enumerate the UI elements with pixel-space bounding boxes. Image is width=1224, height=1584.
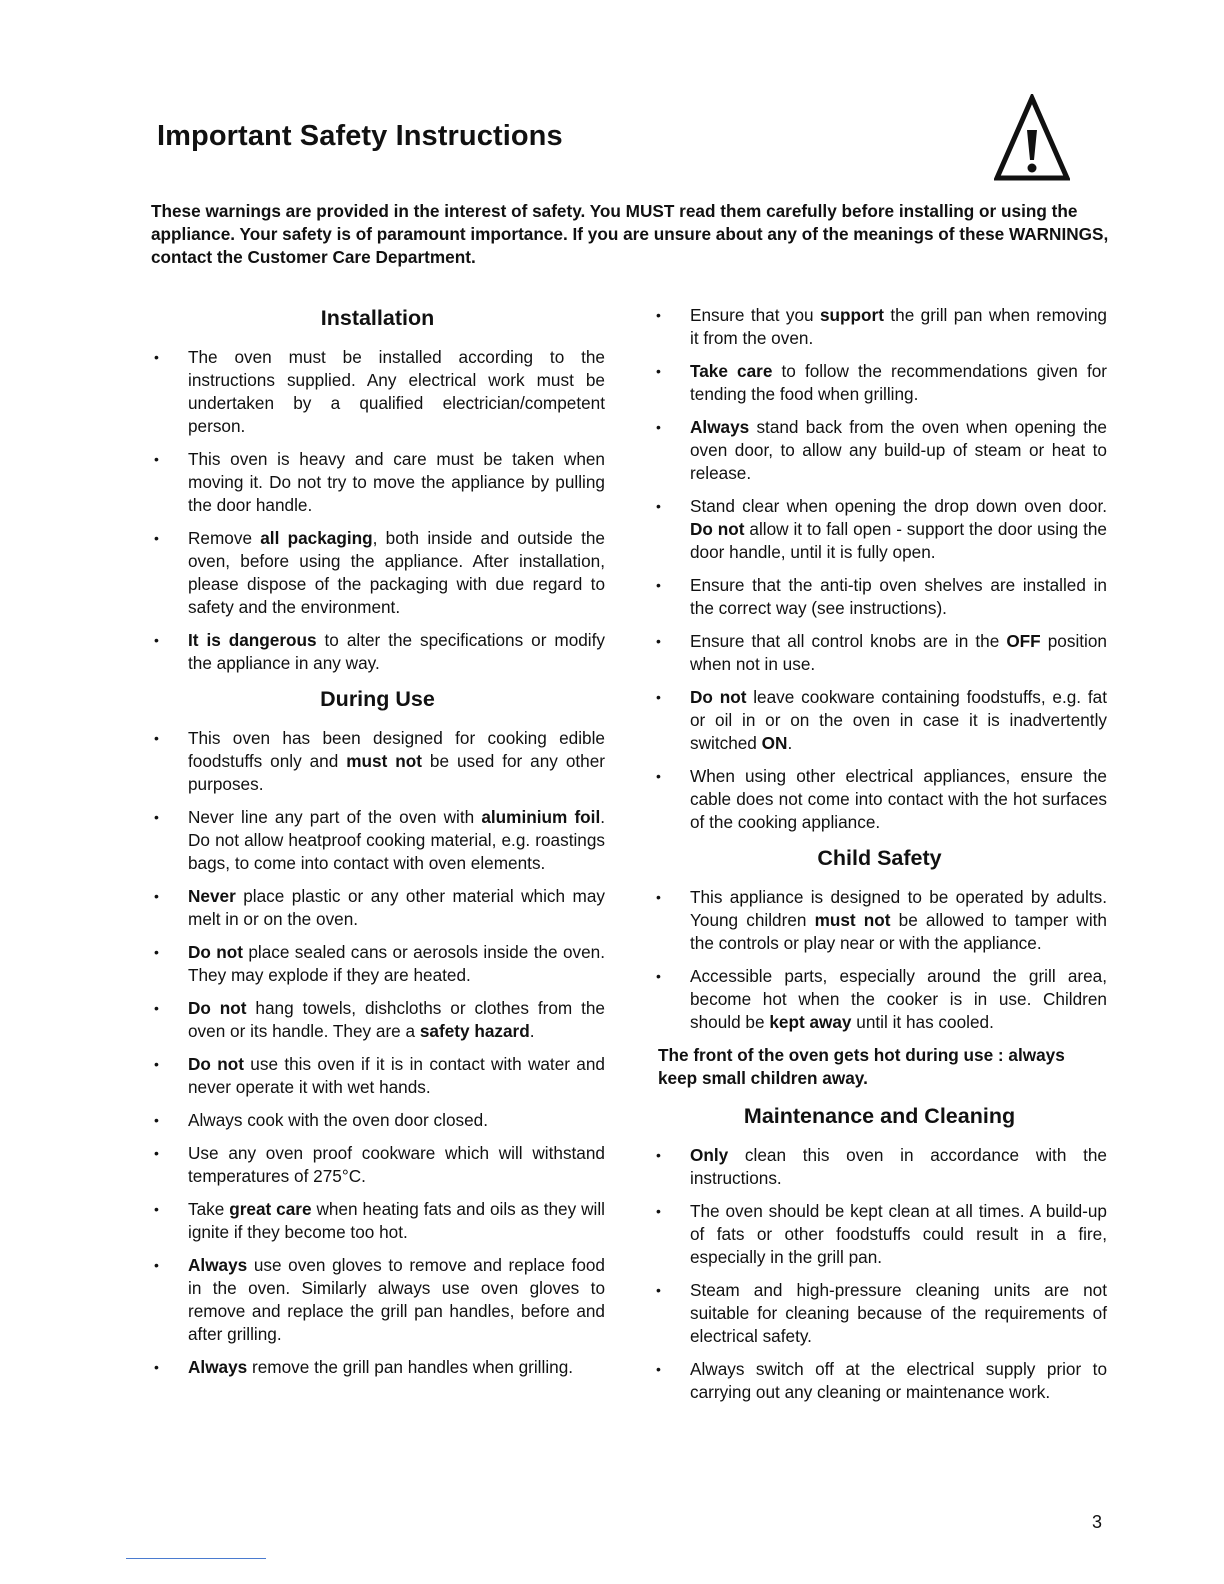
text: use oven gloves to remove and replace food in the oven. Similarly always use oven gloves to remove and replace the grill pan handles, before and after grilling.: [188, 1255, 605, 1344]
list-item: [150, 1254, 605, 1346]
text: Stand clear when opening the drop down oven door.: [690, 496, 1107, 516]
text: Always cook with the oven door closed.: [188, 1110, 488, 1130]
list-item: [652, 1279, 1107, 1348]
bold-text: Take care: [690, 361, 773, 381]
text: place plastic or any other material which may melt in or on the oven.: [188, 886, 605, 929]
intro-warning: These warnings are provided in the interest of safety. You MUST read them carefully before installing or using the appliance. Your safety is of paramount importance. If you are unsure about any of the meanings of these WARNINGS, contact the Customer Care Department.: [151, 201, 1109, 267]
right-column: [652, 304, 1107, 1414]
bold-text: aluminium foil: [481, 807, 601, 827]
list-item: [150, 727, 605, 796]
footer-rule: [126, 1558, 266, 1559]
text: When using other electrical appliances, ensure the cable does not come into contact with the hot surfaces of the cooking appliance.: [690, 766, 1107, 832]
bold-text: must not: [814, 910, 891, 930]
list-item: [652, 1144, 1107, 1190]
bold-text: must not: [346, 751, 422, 771]
text: Steam and high-pressure cleaning units are not suitable for cleaning because of the requirements of electrical safety.: [690, 1280, 1107, 1346]
bold-text: Always: [690, 417, 750, 437]
bold-text: Do not: [188, 942, 243, 962]
text: Take: [188, 1199, 230, 1219]
list-item: [150, 1053, 605, 1099]
text: Accessible parts, especially around the grill area, become hot when the cooker is in use. Children should be: [690, 966, 1107, 1032]
bold-text: Always: [188, 1255, 248, 1275]
list-item: [150, 448, 605, 517]
text: leave cookware containing foodstuffs, e.g. fat or oil in or on the oven in case it is inadvertently switched: [690, 687, 1107, 753]
text: The oven must be installed according to the instructions supplied. Any electrical work must be undertaken by a qualified electrician/competent person.: [188, 347, 605, 436]
bold-text: Only: [690, 1145, 729, 1165]
list-item: [652, 1200, 1107, 1269]
warning-triangle-icon: [994, 94, 1070, 182]
list-item: [150, 1356, 605, 1379]
text: place sealed cans or aerosols inside the oven. They may explode if they are heated.: [188, 942, 605, 985]
list-item: [652, 574, 1107, 620]
bold-text: support: [820, 305, 884, 325]
text: .: [529, 1021, 535, 1041]
list-item: [652, 630, 1107, 676]
text: Never line any part of the oven with: [188, 807, 482, 827]
during-use-list: [150, 727, 605, 1379]
page-title: Important Safety Instructions: [157, 120, 563, 152]
list-item: [150, 527, 605, 619]
list-item: [150, 1198, 605, 1244]
installation-heading: Installation: [320, 306, 435, 330]
list-item: [150, 997, 605, 1043]
list-item: [652, 360, 1107, 406]
text: Ensure that the anti-tip oven shelves are installed in the correct way (see instructions).: [690, 575, 1107, 618]
list-item: [150, 346, 605, 438]
text: to alter the specifications or modify the appliance in any way.: [188, 630, 605, 673]
text: Ensure that you: [690, 305, 820, 325]
maintenance-heading: Maintenance and Cleaning: [743, 1104, 1016, 1128]
text: This oven has been designed for cooking edible foodstuffs only and: [188, 728, 605, 771]
text: allow it to fall open - support the door using the door handle, until it is fully open.: [690, 519, 1107, 562]
bold-text: Do not: [188, 998, 247, 1018]
list-item: [150, 629, 605, 675]
text: position when not in use.: [690, 631, 1107, 674]
list-item: [652, 495, 1107, 564]
text: This oven is heavy and care must be taken when moving it. Do not try to move the appliance by pulling the door handle.: [188, 449, 605, 515]
text: Always switch off at the electrical supply prior to carrying out any cleaning or maintenance work.: [690, 1359, 1107, 1402]
left-column: [150, 304, 605, 1389]
text: . Do not allow heatproof cooking material, e.g. roastings bags, to come into contact with oven elements.: [188, 807, 605, 873]
bold-text: Always: [188, 1357, 248, 1377]
text: The oven should be kept clean at all times. A build-up of fats or other foodstuffs could result in a fire, especially in the grill pan.: [690, 1201, 1107, 1267]
text: Use any oven proof cookware which will withstand temperatures of 275°C.: [188, 1143, 605, 1186]
bold-text: Do not: [188, 1054, 244, 1074]
text: be allowed to tamper with the controls or play near or with the appliance.: [690, 910, 1107, 953]
list-item: [652, 416, 1107, 485]
list-item: [150, 885, 605, 931]
text: remove the grill pan handles when grilling.: [247, 1357, 574, 1377]
text: hang towels, dishcloths or clothes from the oven or its handle. They are a: [188, 998, 605, 1041]
list-item: [652, 1358, 1107, 1404]
list-item: [652, 886, 1107, 955]
text: until it has cooled.: [851, 1012, 994, 1032]
child-safety-list: [652, 886, 1107, 1034]
during-use-continued-list: [652, 304, 1107, 834]
bold-text: great care: [229, 1199, 312, 1219]
list-item: [652, 965, 1107, 1034]
bold-text: OFF: [1006, 631, 1041, 651]
text: , both inside and outside the oven, before using the appliance. After installation, please dispose of the packaging with due regard to safety and the environment.: [188, 528, 605, 617]
bold-text: It is dangerous: [188, 630, 317, 650]
text: stand back from the oven when opening the oven door, to allow any build-up of steam or heat to release.: [690, 417, 1107, 483]
list-item: [150, 1109, 605, 1132]
text: use this oven if it is in contact with water and never operate it with wet hands.: [188, 1054, 605, 1097]
bold-text: safety hazard: [419, 1021, 530, 1041]
text: be used for any other purposes.: [188, 751, 606, 794]
list-item: [150, 806, 605, 875]
text: .: [787, 733, 793, 753]
maintenance-list: [652, 1144, 1107, 1404]
bold-text: kept away: [769, 1012, 852, 1032]
text: when heating fats and oils as they will ignite if they become too hot.: [188, 1199, 605, 1242]
bold-text: Do not: [690, 687, 747, 707]
list-item: [652, 686, 1107, 755]
during-use-heading: During Use: [320, 687, 435, 711]
list-item: [150, 1142, 605, 1188]
text: Ensure that all control knobs are in the: [690, 631, 1007, 651]
bold-text: all packaging: [260, 528, 373, 548]
child-safety-note: The front of the oven gets hot during use : always keep small children away.: [658, 1045, 1065, 1088]
text: Remove: [188, 528, 261, 548]
text: This appliance is designed to be operated by adults. Young children: [690, 887, 1107, 930]
bold-text: Never: [188, 886, 236, 906]
child-safety-heading: Child Safety: [817, 846, 942, 870]
text: clean this oven in accordance with the instructions.: [690, 1145, 1107, 1188]
text: to follow the recommendations given for tending the food when grilling.: [690, 361, 1108, 404]
bold-text: Do not: [690, 519, 745, 539]
text: the grill pan when removing it from the oven.: [690, 305, 1107, 348]
list-item: [652, 304, 1107, 350]
list-item: [150, 941, 605, 987]
page-number: 3: [1092, 1512, 1103, 1532]
installation-list: [150, 346, 605, 675]
list-item: [652, 765, 1107, 834]
bold-text: ON: [761, 733, 788, 753]
